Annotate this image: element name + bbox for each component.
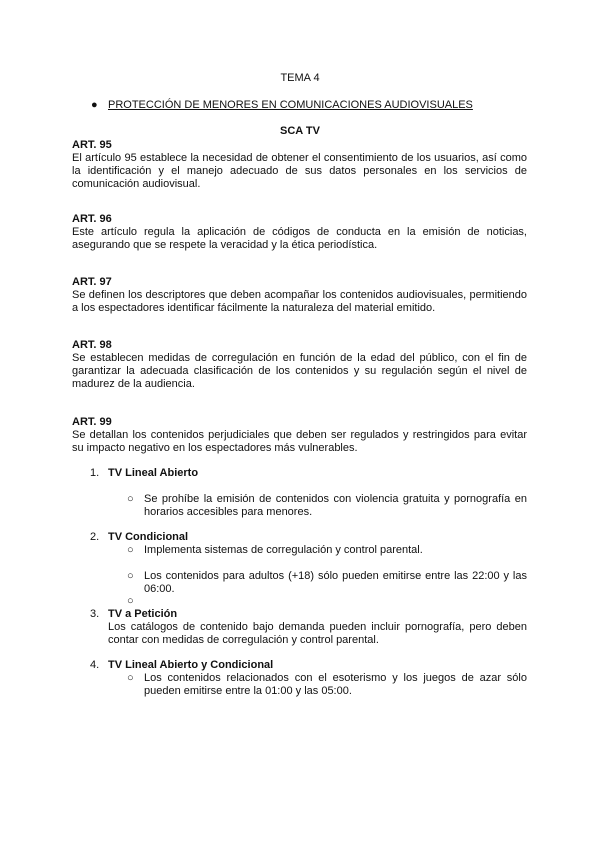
circle-bullet-icon: ○ xyxy=(127,672,134,684)
article-97 xyxy=(72,276,527,315)
article-98 xyxy=(72,339,527,391)
article-heading: ART. 97 xyxy=(72,276,112,288)
circle-bullet-icon: ○ xyxy=(127,493,134,505)
circle-bullet-icon: ○ xyxy=(127,595,134,607)
topic-line xyxy=(91,99,473,112)
list-title: TV a Petición xyxy=(108,608,178,620)
circle-bullet-icon: ○ xyxy=(127,570,134,582)
bullet-text: Implementa sistemas de corregulación y control parental. xyxy=(144,544,423,556)
article-text: El artículo 95 establece la necesidad de obtener el consentimiento de los usuarios, así como la identificación y el manejo adecuado de sus datos personales en los servicios de comunicación audiovisual. xyxy=(72,152,527,190)
article-text: Se detallan los contenidos perjudiciales que deben ser regulados y restringidos para evitar su impacto negativo en los espectadores más vulnerables. xyxy=(72,429,527,454)
bullet-text: Los contenidos para adultos (+18) sólo pueden emitirse entre las 22:00 y las 06:00. xyxy=(144,570,527,595)
article-heading: ART. 96 xyxy=(72,213,112,225)
tema-heading: TEMA 4 xyxy=(280,72,320,84)
section-title: SCA TV xyxy=(280,125,320,137)
list-title: TV Lineal Abierto xyxy=(108,467,199,479)
list-number: 2. xyxy=(90,531,100,543)
bullet-dot-icon: ● xyxy=(91,99,98,111)
article-heading: ART. 95 xyxy=(72,139,112,151)
bullet-text: Se prohíbe la emisión de contenidos con violencia gratuita y pornografía en horarios accesibles para menores. xyxy=(144,493,527,518)
article-text: Este artículo regula la aplicación de códigos de conducta en la emisión de noticias, asegurando que se respete la veracidad y la ética periodística. xyxy=(72,226,527,251)
list-title: TV Condicional xyxy=(108,531,189,543)
article-text: Se establecen medidas de corregulación en función de la edad del público, con el fin de garantizar la adecuada clasificación de los contenidos y su regulación según el nivel de madurez de la audiencia. xyxy=(72,352,527,390)
article-heading: ART. 98 xyxy=(72,339,112,351)
article-96 xyxy=(72,213,527,252)
article-95 xyxy=(72,139,527,191)
article-text: Se definen los descriptores que deben acompañar los contenidos audiovisuales, permitiendo a los espectadores identificar fácilmente la naturaleza del material emitido. xyxy=(72,289,527,314)
topic-title: PROTECCIÓN DE MENORES EN COMUNICACIONES AUDIOVISUALES xyxy=(108,99,473,111)
list-title: TV Lineal Abierto y Condicional xyxy=(108,659,274,671)
circle-bullet-icon: ○ xyxy=(127,544,134,556)
article-99 xyxy=(72,416,527,455)
bullet-text: Los contenidos relacionados con el esoterismo y los juegos de azar sólo pueden emitirse entre la 01:00 y las 05:00. xyxy=(144,672,527,697)
list-number: 4. xyxy=(90,659,100,671)
list-paragraph: Los catálogos de contenido bajo demanda pueden incluir pornografía, pero deben contar con medidas de corregulación y control parental. xyxy=(108,621,527,646)
article-heading: ART. 99 xyxy=(72,416,112,428)
list-number: 3. xyxy=(90,608,100,620)
list-number: 1. xyxy=(90,467,100,479)
